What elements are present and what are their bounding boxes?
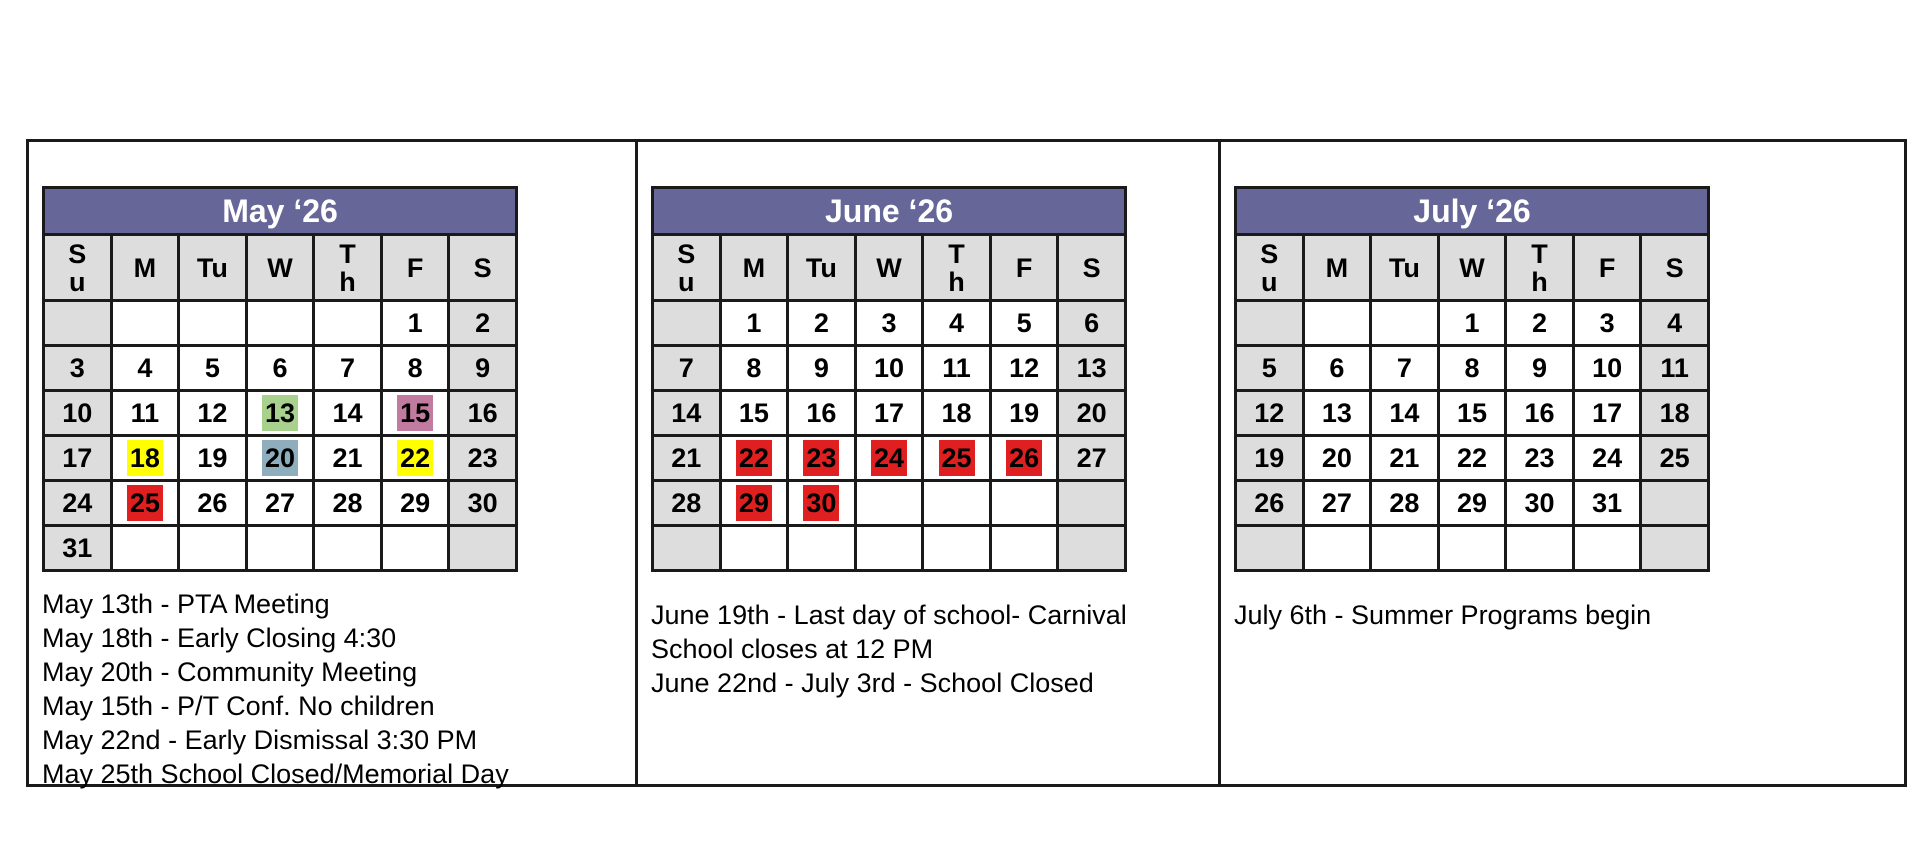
day-cell <box>179 436 247 481</box>
day-number: 5 <box>204 352 220 383</box>
day-number: 15 <box>738 397 769 428</box>
day-cell <box>1236 346 1304 391</box>
day-cell <box>449 346 517 391</box>
day-number: 26 <box>1006 440 1042 476</box>
day-number: 1 <box>746 307 762 338</box>
weekday-header: Tu <box>1371 235 1439 301</box>
day-number: 17 <box>62 442 93 473</box>
day-cell <box>111 436 179 481</box>
weekday-header: T h <box>1506 235 1574 301</box>
event-note: May 25th School Closed/Memorial Day <box>42 759 509 789</box>
day-cell <box>314 481 382 526</box>
day-cell <box>788 481 856 526</box>
day-cell <box>855 346 923 391</box>
day-number: 21 <box>332 442 363 473</box>
week-row <box>44 301 517 346</box>
day-cell <box>1641 436 1709 481</box>
day-cell <box>923 391 991 436</box>
day-number: 31 <box>1592 487 1623 518</box>
day-cell <box>788 436 856 481</box>
day-cell <box>1236 391 1304 436</box>
day-number: 7 <box>1396 352 1412 383</box>
day-cell <box>449 526 517 571</box>
day-number: 14 <box>671 397 702 428</box>
day-number: 28 <box>671 487 702 518</box>
day-number: 13 <box>1076 352 1107 383</box>
day-number: 15 <box>1456 397 1487 428</box>
day-cell <box>1303 436 1371 481</box>
day-cell <box>111 481 179 526</box>
day-cell <box>314 301 382 346</box>
day-cell <box>381 436 449 481</box>
day-cell <box>990 481 1058 526</box>
notes-june <box>651 598 1127 700</box>
day-cell <box>179 526 247 571</box>
day-cell <box>855 526 923 571</box>
day-cell <box>1236 526 1304 571</box>
week-row <box>44 391 517 436</box>
weekday-header: F <box>381 235 449 301</box>
day-number: 6 <box>1084 307 1100 338</box>
day-number: 12 <box>1254 397 1285 428</box>
day-cell <box>449 481 517 526</box>
day-number: 3 <box>1599 307 1615 338</box>
day-cell <box>1438 346 1506 391</box>
day-number: 5 <box>1016 307 1032 338</box>
day-cell <box>314 346 382 391</box>
day-number: 8 <box>1464 352 1480 383</box>
day-cell <box>1303 526 1371 571</box>
day-cell <box>653 391 721 436</box>
day-cell <box>923 526 991 571</box>
day-number: 7 <box>340 352 356 383</box>
day-cell <box>1303 301 1371 346</box>
weekday-header: Tu <box>179 235 247 301</box>
week-row <box>1236 301 1709 346</box>
day-number: 7 <box>678 352 694 383</box>
day-number: 5 <box>1261 352 1277 383</box>
day-cell <box>788 526 856 571</box>
day-number: 28 <box>1389 487 1420 518</box>
weekday-header: Tu <box>788 235 856 301</box>
day-number: 11 <box>942 352 971 383</box>
day-cell <box>1573 301 1641 346</box>
day-number: 24 <box>62 487 93 518</box>
day-cell <box>111 346 179 391</box>
event-note: May 15th - P/T Conf. No children <box>42 691 435 721</box>
day-cell <box>44 301 112 346</box>
weekday-header: F <box>990 235 1058 301</box>
day-number: 6 <box>1329 352 1345 383</box>
day-cell <box>1573 436 1641 481</box>
day-cell <box>1641 346 1709 391</box>
day-cell <box>111 526 179 571</box>
week-row <box>1236 346 1709 391</box>
day-cell <box>720 436 788 481</box>
day-cell <box>1641 526 1709 571</box>
weekday-header: S <box>449 235 517 301</box>
day-number: 26 <box>197 487 228 518</box>
day-number: 27 <box>1076 442 1107 473</box>
week-row <box>1236 436 1709 481</box>
day-cell <box>923 346 991 391</box>
day-cell <box>1641 301 1709 346</box>
day-number: 18 <box>1659 397 1690 428</box>
day-number: 31 <box>62 532 93 563</box>
day-cell <box>1506 301 1574 346</box>
weekday-header: W <box>1438 235 1506 301</box>
day-number: 27 <box>264 487 295 518</box>
day-cell <box>720 346 788 391</box>
day-cell <box>44 436 112 481</box>
day-cell <box>720 481 788 526</box>
day-cell <box>1236 301 1304 346</box>
day-cell <box>1438 391 1506 436</box>
day-number: 17 <box>873 397 904 428</box>
day-number: 20 <box>262 440 298 476</box>
day-cell <box>923 481 991 526</box>
day-number: 2 <box>813 307 829 338</box>
day-number: 30 <box>803 485 839 521</box>
day-number: 16 <box>467 397 498 428</box>
weekday-header: F <box>1573 235 1641 301</box>
day-cell <box>990 346 1058 391</box>
day-number: 11 <box>1660 352 1689 383</box>
day-cell <box>788 346 856 391</box>
day-number: 16 <box>1524 397 1555 428</box>
week-row <box>1236 526 1709 571</box>
day-number: 11 <box>130 397 160 428</box>
weekday-header: S u <box>653 235 721 301</box>
day-cell <box>1236 481 1304 526</box>
day-cell <box>449 391 517 436</box>
day-number: 25 <box>1659 442 1690 473</box>
day-cell <box>1438 526 1506 571</box>
day-cell <box>1371 301 1439 346</box>
day-number: 29 <box>736 485 772 521</box>
day-number: 1 <box>407 307 423 338</box>
weekday-header: M <box>1303 235 1371 301</box>
day-cell <box>855 436 923 481</box>
week-row <box>44 436 517 481</box>
day-number: 14 <box>332 397 363 428</box>
day-number: 18 <box>941 397 972 428</box>
day-cell <box>314 526 382 571</box>
week-row <box>44 526 517 571</box>
day-cell <box>179 301 247 346</box>
day-number: 17 <box>1592 397 1623 428</box>
day-cell <box>923 301 991 346</box>
day-cell <box>246 346 314 391</box>
week-row <box>44 481 517 526</box>
day-number: 2 <box>1532 307 1548 338</box>
day-cell <box>653 526 721 571</box>
day-number: 12 <box>197 397 228 428</box>
day-cell <box>381 481 449 526</box>
day-cell <box>1058 481 1126 526</box>
day-cell <box>1438 436 1506 481</box>
day-number: 9 <box>475 352 491 383</box>
day-cell <box>449 301 517 346</box>
week-row <box>1236 481 1709 526</box>
day-number: 14 <box>1389 397 1420 428</box>
day-number: 29 <box>1456 487 1487 518</box>
day-number: 24 <box>871 440 907 476</box>
day-cell <box>788 301 856 346</box>
weekday-header: W <box>246 235 314 301</box>
column-divider <box>1218 139 1221 787</box>
day-number: 4 <box>137 352 153 383</box>
day-number: 29 <box>400 487 431 518</box>
day-cell <box>381 526 449 571</box>
day-number: 18 <box>127 440 163 476</box>
day-number: 26 <box>1254 487 1285 518</box>
notes-may <box>42 587 509 791</box>
day-cell <box>1371 526 1439 571</box>
month-title: July ‘26 <box>1236 188 1709 235</box>
day-number: 19 <box>1009 397 1040 428</box>
weekday-header: S u <box>1236 235 1304 301</box>
day-cell <box>990 526 1058 571</box>
weekday-header: W <box>855 235 923 301</box>
week-row <box>653 346 1126 391</box>
day-cell <box>314 391 382 436</box>
day-cell <box>1506 346 1574 391</box>
day-cell <box>381 346 449 391</box>
day-number: 24 <box>1592 442 1623 473</box>
day-cell <box>246 481 314 526</box>
day-cell <box>1573 481 1641 526</box>
day-cell <box>44 391 112 436</box>
day-cell <box>179 481 247 526</box>
calendar-july <box>1234 186 1710 572</box>
day-cell <box>788 391 856 436</box>
day-cell <box>720 526 788 571</box>
day-number: 8 <box>407 352 423 383</box>
day-cell <box>111 391 179 436</box>
day-cell <box>1058 526 1126 571</box>
weekday-header: T h <box>314 235 382 301</box>
day-cell <box>1573 346 1641 391</box>
day-number: 2 <box>475 307 491 338</box>
event-note: May 22nd - Early Dismissal 3:30 PM <box>42 725 478 755</box>
day-cell <box>1303 481 1371 526</box>
day-cell <box>855 481 923 526</box>
day-number: 25 <box>939 440 975 476</box>
day-cell <box>990 391 1058 436</box>
day-cell <box>1058 436 1126 481</box>
day-cell <box>1371 391 1439 436</box>
day-cell <box>1058 391 1126 436</box>
day-cell <box>381 301 449 346</box>
day-cell <box>44 346 112 391</box>
calendar-may <box>42 186 518 572</box>
day-number: 22 <box>397 440 433 476</box>
day-cell <box>1506 391 1574 436</box>
day-cell <box>179 346 247 391</box>
day-number: 13 <box>262 395 298 431</box>
day-number: 6 <box>272 352 288 383</box>
day-number: 21 <box>1389 442 1420 473</box>
day-cell <box>1236 436 1304 481</box>
day-number: 21 <box>671 442 702 473</box>
day-cell <box>1641 391 1709 436</box>
day-cell <box>720 301 788 346</box>
week-row <box>653 436 1126 481</box>
day-cell <box>855 301 923 346</box>
day-cell <box>1438 301 1506 346</box>
day-number: 20 <box>1321 442 1352 473</box>
day-cell <box>1506 526 1574 571</box>
day-cell <box>179 391 247 436</box>
month-title: June ‘26 <box>653 188 1126 235</box>
day-cell <box>1438 481 1506 526</box>
day-cell <box>1303 391 1371 436</box>
day-number: 16 <box>806 397 837 428</box>
day-number: 4 <box>1667 307 1683 338</box>
day-cell <box>653 436 721 481</box>
day-cell <box>44 481 112 526</box>
day-cell <box>111 301 179 346</box>
day-number: 9 <box>813 352 829 383</box>
weekday-header: S u <box>44 235 112 301</box>
day-cell <box>1506 436 1574 481</box>
day-cell <box>1058 346 1126 391</box>
day-cell <box>1058 301 1126 346</box>
event-note: June 22nd - July 3rd - School Closed <box>651 668 1094 698</box>
column-divider <box>635 139 638 787</box>
day-cell <box>1371 481 1439 526</box>
calendar-june <box>651 186 1127 572</box>
notes-july <box>1234 598 1651 632</box>
day-cell <box>449 436 517 481</box>
day-number: 20 <box>1076 397 1107 428</box>
day-cell <box>855 391 923 436</box>
weekday-header: M <box>720 235 788 301</box>
day-number: 28 <box>332 487 363 518</box>
month-title: May ‘26 <box>44 188 517 235</box>
week-row <box>653 526 1126 571</box>
week-row <box>1236 391 1709 436</box>
event-note: May 20th - Community Meeting <box>42 657 418 687</box>
day-cell <box>653 301 721 346</box>
day-cell <box>1371 436 1439 481</box>
week-row <box>44 346 517 391</box>
day-number: 4 <box>949 307 965 338</box>
event-note: May 13th - PTA Meeting <box>42 589 330 619</box>
day-number: 1 <box>1464 307 1480 338</box>
day-number: 23 <box>1524 442 1555 473</box>
day-cell <box>1303 346 1371 391</box>
day-number: 15 <box>397 395 433 431</box>
week-row <box>653 391 1126 436</box>
day-number: 25 <box>127 485 163 521</box>
day-number: 12 <box>1009 352 1040 383</box>
day-cell <box>1641 481 1709 526</box>
day-number: 22 <box>1456 442 1487 473</box>
day-cell <box>653 346 721 391</box>
day-number: 8 <box>746 352 762 383</box>
day-cell <box>990 436 1058 481</box>
week-row <box>653 481 1126 526</box>
weekday-header: S <box>1641 235 1709 301</box>
day-number: 30 <box>1524 487 1555 518</box>
week-row <box>653 301 1126 346</box>
day-cell <box>314 436 382 481</box>
weekday-header: S <box>1058 235 1126 301</box>
day-number: 27 <box>1321 487 1352 518</box>
day-number: 9 <box>1532 352 1548 383</box>
weekday-header: T h <box>923 235 991 301</box>
day-cell <box>923 436 991 481</box>
day-cell <box>1371 346 1439 391</box>
day-number: 23 <box>803 440 839 476</box>
day-cell <box>44 526 112 571</box>
event-note: June 19th - Last day of school- Carnival <box>651 600 1127 630</box>
day-cell <box>246 436 314 481</box>
day-number: 10 <box>1592 352 1623 383</box>
day-cell <box>246 526 314 571</box>
day-number: 23 <box>467 442 498 473</box>
event-note: May 18th - Early Closing 4:30 <box>42 623 397 653</box>
day-cell <box>720 391 788 436</box>
day-cell <box>246 391 314 436</box>
day-number: 3 <box>69 352 85 383</box>
day-number: 10 <box>62 397 93 428</box>
day-number: 10 <box>873 352 904 383</box>
day-number: 19 <box>1254 442 1285 473</box>
weekday-header: M <box>111 235 179 301</box>
day-cell <box>990 301 1058 346</box>
day-number: 3 <box>881 307 897 338</box>
day-cell <box>1573 391 1641 436</box>
day-cell <box>381 391 449 436</box>
day-number: 22 <box>736 440 772 476</box>
day-number: 19 <box>197 442 228 473</box>
event-note: July 6th - Summer Programs begin <box>1234 600 1652 630</box>
day-cell <box>653 481 721 526</box>
event-note: School closes at 12 PM <box>651 634 934 664</box>
day-cell <box>246 301 314 346</box>
day-cell <box>1506 481 1574 526</box>
day-number: 30 <box>467 487 498 518</box>
day-number: 13 <box>1321 397 1352 428</box>
day-cell <box>1573 526 1641 571</box>
